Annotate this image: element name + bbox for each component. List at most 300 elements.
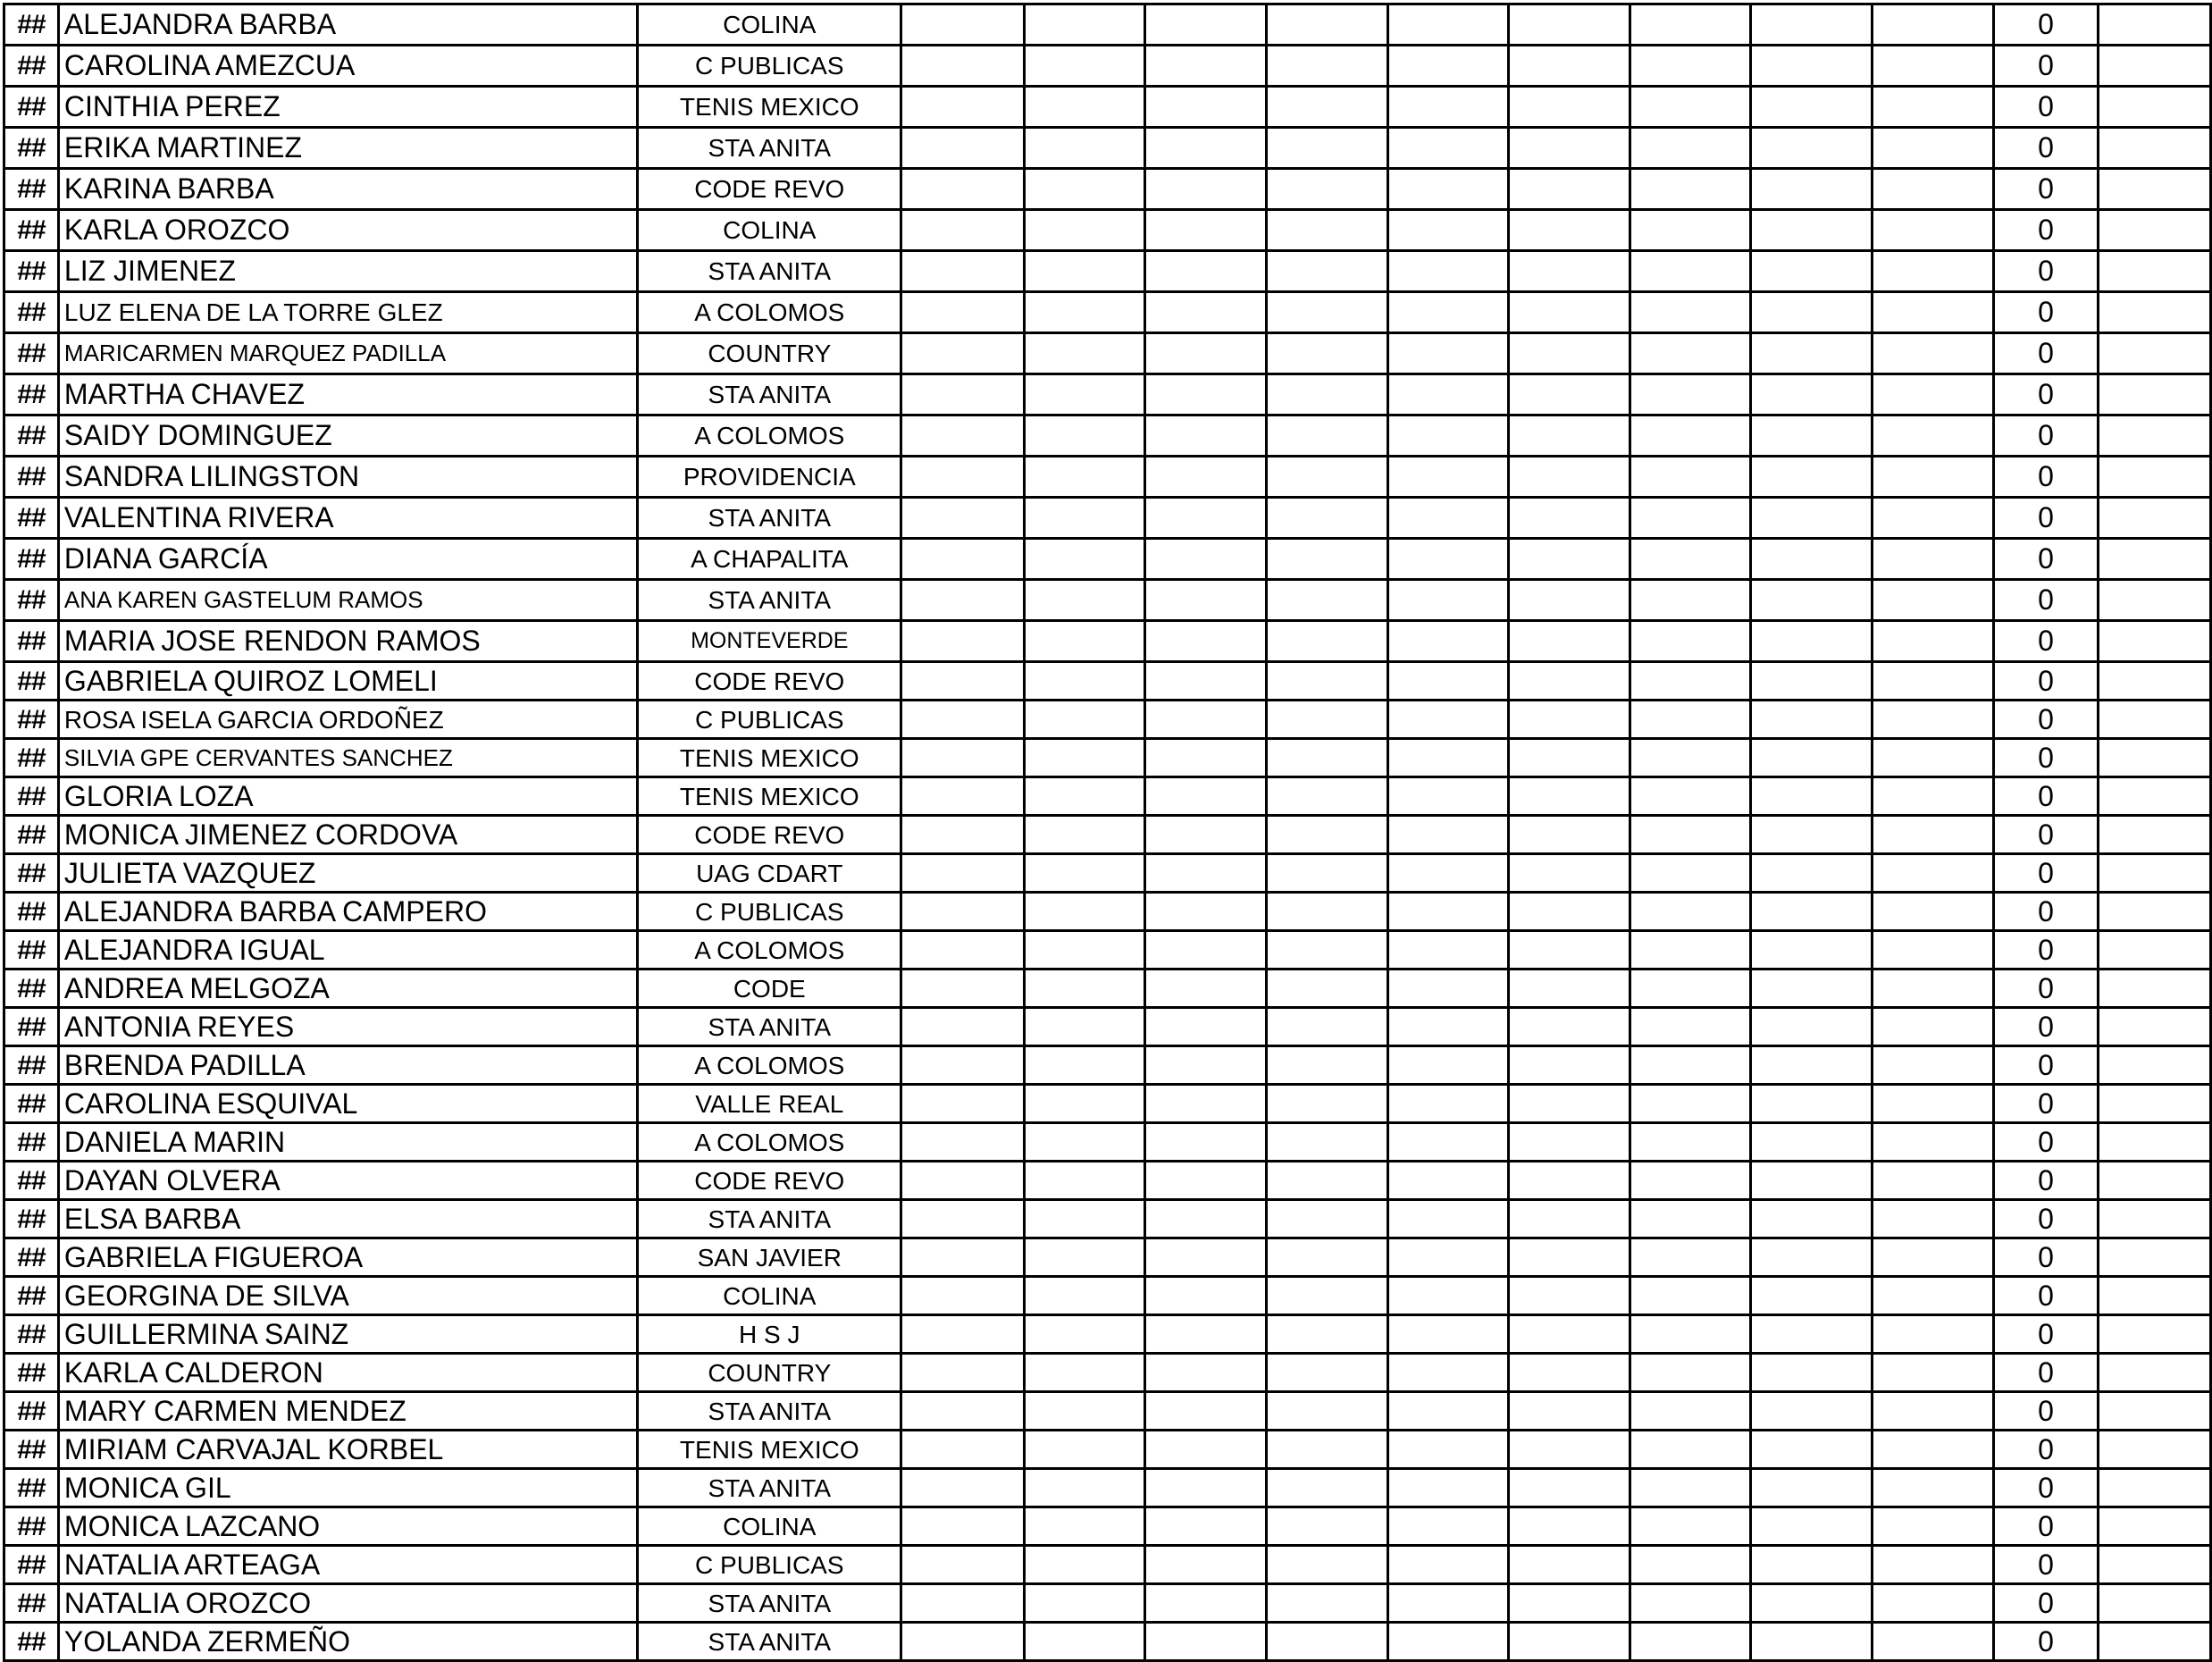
score-cell[interactable] bbox=[1630, 1546, 1751, 1584]
score-cell[interactable] bbox=[901, 1546, 1025, 1584]
score-cell[interactable] bbox=[1145, 1469, 1267, 1507]
score-cell[interactable] bbox=[1873, 251, 1994, 292]
score-cell[interactable] bbox=[901, 416, 1025, 457]
row-number-cell[interactable]: ## bbox=[4, 1277, 59, 1315]
extra-cell[interactable] bbox=[2099, 777, 2211, 816]
score-cell[interactable] bbox=[1145, 777, 1267, 816]
total-cell[interactable]: 0 bbox=[1993, 1507, 2099, 1546]
score-cell[interactable] bbox=[1873, 169, 1994, 210]
score-cell[interactable] bbox=[1266, 1008, 1387, 1046]
row-number-cell[interactable]: ## bbox=[4, 893, 59, 931]
score-cell[interactable] bbox=[1024, 1162, 1145, 1200]
score-cell[interactable] bbox=[1509, 580, 1630, 621]
player-name-cell[interactable]: NATALIA OROZCO bbox=[58, 1584, 638, 1623]
score-cell[interactable] bbox=[901, 701, 1025, 739]
extra-cell[interactable] bbox=[2099, 251, 2211, 292]
score-cell[interactable] bbox=[1630, 1008, 1751, 1046]
score-cell[interactable] bbox=[1630, 739, 1751, 777]
extra-cell[interactable] bbox=[2099, 169, 2211, 210]
score-cell[interactable] bbox=[1387, 970, 1509, 1008]
extra-cell[interactable] bbox=[2099, 701, 2211, 739]
player-name-cell[interactable]: CAROLINA AMEZCUA bbox=[58, 46, 638, 87]
score-cell[interactable] bbox=[1509, 457, 1630, 498]
score-cell[interactable] bbox=[1873, 1584, 1994, 1623]
player-name-cell[interactable]: ROSA ISELA GARCIA ORDOÑEZ bbox=[58, 701, 638, 739]
player-name-cell[interactable]: MARY CARMEN MENDEZ bbox=[58, 1392, 638, 1431]
score-cell[interactable] bbox=[1751, 777, 1873, 816]
row-number-cell[interactable]: ## bbox=[4, 1507, 59, 1546]
score-cell[interactable] bbox=[1387, 854, 1509, 893]
club-cell[interactable]: TENIS MEXICO bbox=[638, 739, 901, 777]
player-name-cell[interactable]: DIANA GARCÍA bbox=[58, 539, 638, 580]
extra-cell[interactable] bbox=[2099, 87, 2211, 128]
score-cell[interactable] bbox=[1630, 416, 1751, 457]
score-cell[interactable] bbox=[1873, 854, 1994, 893]
score-cell[interactable] bbox=[1751, 621, 1873, 662]
score-cell[interactable] bbox=[1751, 539, 1873, 580]
club-cell[interactable]: MONTEVERDE bbox=[638, 621, 901, 662]
player-name-cell[interactable]: JULIETA VAZQUEZ bbox=[58, 854, 638, 893]
extra-cell[interactable] bbox=[2099, 970, 2211, 1008]
score-cell[interactable] bbox=[1024, 1046, 1145, 1085]
row-number-cell[interactable]: ## bbox=[4, 1584, 59, 1623]
score-cell[interactable] bbox=[1145, 169, 1267, 210]
score-cell[interactable] bbox=[1145, 4, 1267, 46]
score-cell[interactable] bbox=[1509, 374, 1630, 416]
score-cell[interactable] bbox=[1630, 1315, 1751, 1354]
score-cell[interactable] bbox=[1873, 970, 1994, 1008]
score-cell[interactable] bbox=[1873, 457, 1994, 498]
score-cell[interactable] bbox=[1751, 1507, 1873, 1546]
score-cell[interactable] bbox=[1266, 1162, 1387, 1200]
score-cell[interactable] bbox=[1873, 1546, 1994, 1584]
score-cell[interactable] bbox=[1387, 46, 1509, 87]
score-cell[interactable] bbox=[1509, 1046, 1630, 1085]
score-cell[interactable] bbox=[1266, 621, 1387, 662]
extra-cell[interactable] bbox=[2099, 1200, 2211, 1238]
player-name-cell[interactable]: GLORIA LOZA bbox=[58, 777, 638, 816]
extra-cell[interactable] bbox=[2099, 333, 2211, 374]
score-cell[interactable] bbox=[1387, 4, 1509, 46]
club-cell[interactable]: A COLOMOS bbox=[638, 931, 901, 970]
score-cell[interactable] bbox=[1630, 854, 1751, 893]
score-cell[interactable] bbox=[1873, 1046, 1994, 1085]
extra-cell[interactable] bbox=[2099, 1507, 2211, 1546]
score-cell[interactable] bbox=[1873, 1431, 1994, 1469]
score-cell[interactable] bbox=[1630, 333, 1751, 374]
score-cell[interactable] bbox=[1751, 292, 1873, 333]
score-cell[interactable] bbox=[1751, 210, 1873, 251]
extra-cell[interactable] bbox=[2099, 128, 2211, 169]
score-cell[interactable] bbox=[1387, 1354, 1509, 1392]
score-cell[interactable] bbox=[901, 777, 1025, 816]
score-cell[interactable] bbox=[1873, 416, 1994, 457]
total-cell[interactable]: 0 bbox=[1993, 1277, 2099, 1315]
score-cell[interactable] bbox=[1751, 46, 1873, 87]
extra-cell[interactable] bbox=[2099, 893, 2211, 931]
score-cell[interactable] bbox=[901, 816, 1025, 854]
score-cell[interactable] bbox=[1145, 457, 1267, 498]
score-cell[interactable] bbox=[1751, 374, 1873, 416]
score-cell[interactable] bbox=[1751, 1315, 1873, 1354]
score-cell[interactable] bbox=[901, 893, 1025, 931]
club-cell[interactable]: STA ANITA bbox=[638, 128, 901, 169]
score-cell[interactable] bbox=[1266, 1046, 1387, 1085]
score-cell[interactable] bbox=[1509, 1584, 1630, 1623]
score-cell[interactable] bbox=[1873, 701, 1994, 739]
row-number-cell[interactable]: ## bbox=[4, 1085, 59, 1123]
score-cell[interactable] bbox=[1751, 1546, 1873, 1584]
score-cell[interactable] bbox=[1630, 46, 1751, 87]
score-cell[interactable] bbox=[1387, 210, 1509, 251]
row-number-cell[interactable]: ## bbox=[4, 1469, 59, 1507]
score-cell[interactable] bbox=[1751, 1123, 1873, 1162]
extra-cell[interactable] bbox=[2099, 1162, 2211, 1200]
total-cell[interactable]: 0 bbox=[1993, 87, 2099, 128]
score-cell[interactable] bbox=[1873, 739, 1994, 777]
club-cell[interactable]: COLINA bbox=[638, 210, 901, 251]
score-cell[interactable] bbox=[1024, 498, 1145, 539]
score-cell[interactable] bbox=[1630, 662, 1751, 701]
total-cell[interactable]: 0 bbox=[1993, 1200, 2099, 1238]
score-cell[interactable] bbox=[1509, 46, 1630, 87]
score-cell[interactable] bbox=[1751, 1623, 1873, 1661]
score-cell[interactable] bbox=[1145, 662, 1267, 701]
score-cell[interactable] bbox=[1387, 128, 1509, 169]
score-cell[interactable] bbox=[901, 931, 1025, 970]
player-name-cell[interactable]: SANDRA LILINGSTON bbox=[58, 457, 638, 498]
extra-cell[interactable] bbox=[2099, 1431, 2211, 1469]
score-cell[interactable] bbox=[901, 1277, 1025, 1315]
score-cell[interactable] bbox=[1266, 292, 1387, 333]
player-name-cell[interactable]: MARIA JOSE RENDON RAMOS bbox=[58, 621, 638, 662]
score-cell[interactable] bbox=[901, 292, 1025, 333]
extra-cell[interactable] bbox=[2099, 739, 2211, 777]
score-cell[interactable] bbox=[1266, 87, 1387, 128]
score-cell[interactable] bbox=[1509, 169, 1630, 210]
score-cell[interactable] bbox=[1266, 662, 1387, 701]
score-cell[interactable] bbox=[901, 739, 1025, 777]
score-cell[interactable] bbox=[1024, 46, 1145, 87]
score-cell[interactable] bbox=[1024, 416, 1145, 457]
total-cell[interactable]: 0 bbox=[1993, 128, 2099, 169]
score-cell[interactable] bbox=[1145, 46, 1267, 87]
player-name-cell[interactable]: NATALIA ARTEAGA bbox=[58, 1546, 638, 1584]
score-cell[interactable] bbox=[1873, 1469, 1994, 1507]
extra-cell[interactable] bbox=[2099, 1238, 2211, 1277]
score-cell[interactable] bbox=[1266, 374, 1387, 416]
player-name-cell[interactable]: ALEJANDRA BARBA CAMPERO bbox=[58, 893, 638, 931]
score-cell[interactable] bbox=[1266, 739, 1387, 777]
score-cell[interactable] bbox=[1024, 1584, 1145, 1623]
score-cell[interactable] bbox=[1387, 1392, 1509, 1431]
score-cell[interactable] bbox=[1751, 169, 1873, 210]
row-number-cell[interactable]: ## bbox=[4, 662, 59, 701]
score-cell[interactable] bbox=[901, 1123, 1025, 1162]
extra-cell[interactable] bbox=[2099, 1392, 2211, 1431]
score-cell[interactable] bbox=[1266, 46, 1387, 87]
score-cell[interactable] bbox=[1509, 854, 1630, 893]
score-cell[interactable] bbox=[1266, 1431, 1387, 1469]
score-cell[interactable] bbox=[1387, 292, 1509, 333]
extra-cell[interactable] bbox=[2099, 539, 2211, 580]
total-cell[interactable]: 0 bbox=[1993, 1584, 2099, 1623]
score-cell[interactable] bbox=[1145, 1238, 1267, 1277]
score-cell[interactable] bbox=[1751, 1046, 1873, 1085]
score-cell[interactable] bbox=[1145, 816, 1267, 854]
score-cell[interactable] bbox=[1024, 87, 1145, 128]
score-cell[interactable] bbox=[1266, 1507, 1387, 1546]
score-cell[interactable] bbox=[1266, 777, 1387, 816]
score-cell[interactable] bbox=[1266, 1123, 1387, 1162]
score-cell[interactable] bbox=[1630, 893, 1751, 931]
extra-cell[interactable] bbox=[2099, 1623, 2211, 1661]
score-cell[interactable] bbox=[1145, 621, 1267, 662]
score-cell[interactable] bbox=[1145, 1162, 1267, 1200]
score-cell[interactable] bbox=[1873, 87, 1994, 128]
score-cell[interactable] bbox=[1024, 1200, 1145, 1238]
total-cell[interactable]: 0 bbox=[1993, 498, 2099, 539]
score-cell[interactable] bbox=[901, 169, 1025, 210]
player-name-cell[interactable]: GEORGINA DE SILVA bbox=[58, 1277, 638, 1315]
row-number-cell[interactable]: ## bbox=[4, 1623, 59, 1661]
score-cell[interactable] bbox=[1630, 970, 1751, 1008]
row-number-cell[interactable]: ## bbox=[4, 457, 59, 498]
score-cell[interactable] bbox=[1024, 333, 1145, 374]
score-cell[interactable] bbox=[1630, 539, 1751, 580]
player-name-cell[interactable]: BRENDA PADILLA bbox=[58, 1046, 638, 1085]
score-cell[interactable] bbox=[1145, 970, 1267, 1008]
row-number-cell[interactable]: ## bbox=[4, 4, 59, 46]
score-cell[interactable] bbox=[1751, 739, 1873, 777]
row-number-cell[interactable]: ## bbox=[4, 931, 59, 970]
score-cell[interactable] bbox=[1509, 1315, 1630, 1354]
club-cell[interactable]: STA ANITA bbox=[638, 1008, 901, 1046]
score-cell[interactable] bbox=[1145, 931, 1267, 970]
score-cell[interactable] bbox=[1024, 1008, 1145, 1046]
extra-cell[interactable] bbox=[2099, 1085, 2211, 1123]
score-cell[interactable] bbox=[1145, 1046, 1267, 1085]
score-cell[interactable] bbox=[1751, 251, 1873, 292]
score-cell[interactable] bbox=[1509, 777, 1630, 816]
score-cell[interactable] bbox=[1145, 1277, 1267, 1315]
score-cell[interactable] bbox=[1387, 169, 1509, 210]
score-cell[interactable] bbox=[1509, 292, 1630, 333]
total-cell[interactable]: 0 bbox=[1993, 816, 2099, 854]
score-cell[interactable] bbox=[1266, 580, 1387, 621]
club-cell[interactable]: COUNTRY bbox=[638, 1354, 901, 1392]
extra-cell[interactable] bbox=[2099, 816, 2211, 854]
score-cell[interactable] bbox=[1145, 1354, 1267, 1392]
score-cell[interactable] bbox=[901, 580, 1025, 621]
score-cell[interactable] bbox=[1509, 1085, 1630, 1123]
score-cell[interactable] bbox=[1387, 1546, 1509, 1584]
score-cell[interactable] bbox=[1145, 1123, 1267, 1162]
score-cell[interactable] bbox=[1509, 333, 1630, 374]
score-cell[interactable] bbox=[901, 1008, 1025, 1046]
score-cell[interactable] bbox=[1630, 1623, 1751, 1661]
player-name-cell[interactable]: LUZ ELENA DE LA TORRE GLEZ bbox=[58, 292, 638, 333]
score-cell[interactable] bbox=[1387, 662, 1509, 701]
score-cell[interactable] bbox=[1630, 251, 1751, 292]
score-cell[interactable] bbox=[1024, 1085, 1145, 1123]
row-number-cell[interactable]: ## bbox=[4, 128, 59, 169]
score-cell[interactable] bbox=[901, 128, 1025, 169]
score-cell[interactable] bbox=[1630, 457, 1751, 498]
score-cell[interactable] bbox=[1387, 251, 1509, 292]
total-cell[interactable]: 0 bbox=[1993, 169, 2099, 210]
score-cell[interactable] bbox=[1145, 580, 1267, 621]
total-cell[interactable]: 0 bbox=[1993, 854, 2099, 893]
player-name-cell[interactable]: SAIDY DOMINGUEZ bbox=[58, 416, 638, 457]
score-cell[interactable] bbox=[1509, 662, 1630, 701]
total-cell[interactable]: 0 bbox=[1993, 580, 2099, 621]
club-cell[interactable]: STA ANITA bbox=[638, 580, 901, 621]
row-number-cell[interactable]: ## bbox=[4, 1354, 59, 1392]
total-cell[interactable]: 0 bbox=[1993, 701, 2099, 739]
extra-cell[interactable] bbox=[2099, 416, 2211, 457]
score-cell[interactable] bbox=[1387, 1277, 1509, 1315]
player-name-cell[interactable]: DAYAN OLVERA bbox=[58, 1162, 638, 1200]
score-cell[interactable] bbox=[1024, 854, 1145, 893]
player-name-cell[interactable]: MARTHA CHAVEZ bbox=[58, 374, 638, 416]
row-number-cell[interactable]: ## bbox=[4, 210, 59, 251]
club-cell[interactable]: C PUBLICAS bbox=[638, 893, 901, 931]
extra-cell[interactable] bbox=[2099, 1277, 2211, 1315]
score-cell[interactable] bbox=[1024, 539, 1145, 580]
score-cell[interactable] bbox=[1145, 128, 1267, 169]
score-cell[interactable] bbox=[1387, 1200, 1509, 1238]
score-cell[interactable] bbox=[1145, 539, 1267, 580]
score-cell[interactable] bbox=[901, 333, 1025, 374]
total-cell[interactable]: 0 bbox=[1993, 457, 2099, 498]
player-name-cell[interactable]: GUILLERMINA SAINZ bbox=[58, 1315, 638, 1354]
score-cell[interactable] bbox=[901, 1469, 1025, 1507]
score-cell[interactable] bbox=[1024, 739, 1145, 777]
score-cell[interactable] bbox=[1873, 1392, 1994, 1431]
score-cell[interactable] bbox=[1266, 1238, 1387, 1277]
row-number-cell[interactable]: ## bbox=[4, 621, 59, 662]
score-cell[interactable] bbox=[1873, 333, 1994, 374]
score-cell[interactable] bbox=[901, 1392, 1025, 1431]
total-cell[interactable]: 0 bbox=[1993, 970, 2099, 1008]
extra-cell[interactable] bbox=[2099, 854, 2211, 893]
score-cell[interactable] bbox=[1509, 128, 1630, 169]
score-cell[interactable] bbox=[1266, 1200, 1387, 1238]
score-cell[interactable] bbox=[1630, 1046, 1751, 1085]
total-cell[interactable]: 0 bbox=[1993, 1123, 2099, 1162]
row-number-cell[interactable]: ## bbox=[4, 539, 59, 580]
extra-cell[interactable] bbox=[2099, 498, 2211, 539]
score-cell[interactable] bbox=[1024, 662, 1145, 701]
player-name-cell[interactable]: GABRIELA QUIROZ LOMELI bbox=[58, 662, 638, 701]
score-cell[interactable] bbox=[1266, 169, 1387, 210]
score-cell[interactable] bbox=[1509, 1354, 1630, 1392]
score-cell[interactable] bbox=[1024, 292, 1145, 333]
row-number-cell[interactable]: ## bbox=[4, 1008, 59, 1046]
club-cell[interactable]: COLINA bbox=[638, 4, 901, 46]
score-cell[interactable] bbox=[1509, 1008, 1630, 1046]
score-cell[interactable] bbox=[1266, 1469, 1387, 1507]
score-cell[interactable] bbox=[1751, 457, 1873, 498]
score-cell[interactable] bbox=[1266, 539, 1387, 580]
row-number-cell[interactable]: ## bbox=[4, 87, 59, 128]
score-cell[interactable] bbox=[1873, 374, 1994, 416]
score-cell[interactable] bbox=[901, 498, 1025, 539]
player-name-cell[interactable]: CAROLINA ESQUIVAL bbox=[58, 1085, 638, 1123]
score-cell[interactable] bbox=[1873, 816, 1994, 854]
player-name-cell[interactable]: DANIELA MARIN bbox=[58, 1123, 638, 1162]
score-cell[interactable] bbox=[1387, 816, 1509, 854]
score-cell[interactable] bbox=[1751, 662, 1873, 701]
score-cell[interactable] bbox=[1387, 580, 1509, 621]
club-cell[interactable]: A CHAPALITA bbox=[638, 539, 901, 580]
score-cell[interactable] bbox=[1266, 1584, 1387, 1623]
score-cell[interactable] bbox=[1387, 1008, 1509, 1046]
row-number-cell[interactable]: ## bbox=[4, 333, 59, 374]
score-cell[interactable] bbox=[1751, 893, 1873, 931]
score-cell[interactable] bbox=[901, 374, 1025, 416]
score-cell[interactable] bbox=[1145, 374, 1267, 416]
club-cell[interactable]: CODE REVO bbox=[638, 816, 901, 854]
score-cell[interactable] bbox=[1387, 1469, 1509, 1507]
club-cell[interactable]: COLINA bbox=[638, 1507, 901, 1546]
score-cell[interactable] bbox=[1145, 739, 1267, 777]
score-cell[interactable] bbox=[1751, 580, 1873, 621]
club-cell[interactable]: CODE REVO bbox=[638, 169, 901, 210]
score-cell[interactable] bbox=[1024, 1546, 1145, 1584]
row-number-cell[interactable]: ## bbox=[4, 854, 59, 893]
score-cell[interactable] bbox=[1387, 1623, 1509, 1661]
score-cell[interactable] bbox=[1145, 1507, 1267, 1546]
score-cell[interactable] bbox=[1024, 1392, 1145, 1431]
total-cell[interactable]: 0 bbox=[1993, 1085, 2099, 1123]
club-cell[interactable]: C PUBLICAS bbox=[638, 1546, 901, 1584]
score-cell[interactable] bbox=[1509, 1469, 1630, 1507]
score-cell[interactable] bbox=[901, 854, 1025, 893]
club-cell[interactable]: STA ANITA bbox=[638, 1200, 901, 1238]
score-cell[interactable] bbox=[1266, 854, 1387, 893]
player-name-cell[interactable]: ALEJANDRA IGUAL bbox=[58, 931, 638, 970]
score-cell[interactable] bbox=[1751, 1008, 1873, 1046]
score-cell[interactable] bbox=[1630, 1584, 1751, 1623]
score-cell[interactable] bbox=[1266, 1315, 1387, 1354]
row-number-cell[interactable]: ## bbox=[4, 739, 59, 777]
score-cell[interactable] bbox=[1509, 1546, 1630, 1584]
extra-cell[interactable] bbox=[2099, 4, 2211, 46]
score-cell[interactable] bbox=[1509, 416, 1630, 457]
player-name-cell[interactable]: ANTONIA REYES bbox=[58, 1008, 638, 1046]
score-cell[interactable] bbox=[1509, 1431, 1630, 1469]
score-cell[interactable] bbox=[1630, 1431, 1751, 1469]
score-cell[interactable] bbox=[1751, 87, 1873, 128]
score-cell[interactable] bbox=[1145, 893, 1267, 931]
score-cell[interactable] bbox=[1387, 1046, 1509, 1085]
score-cell[interactable] bbox=[1873, 1162, 1994, 1200]
score-cell[interactable] bbox=[1509, 1277, 1630, 1315]
score-cell[interactable] bbox=[1873, 498, 1994, 539]
score-cell[interactable] bbox=[1266, 4, 1387, 46]
score-cell[interactable] bbox=[901, 1315, 1025, 1354]
score-cell[interactable] bbox=[1024, 1238, 1145, 1277]
score-cell[interactable] bbox=[901, 210, 1025, 251]
total-cell[interactable]: 0 bbox=[1993, 1008, 2099, 1046]
extra-cell[interactable] bbox=[2099, 580, 2211, 621]
row-number-cell[interactable]: ## bbox=[4, 292, 59, 333]
score-cell[interactable] bbox=[1509, 739, 1630, 777]
total-cell[interactable]: 0 bbox=[1993, 931, 2099, 970]
extra-cell[interactable] bbox=[2099, 1046, 2211, 1085]
